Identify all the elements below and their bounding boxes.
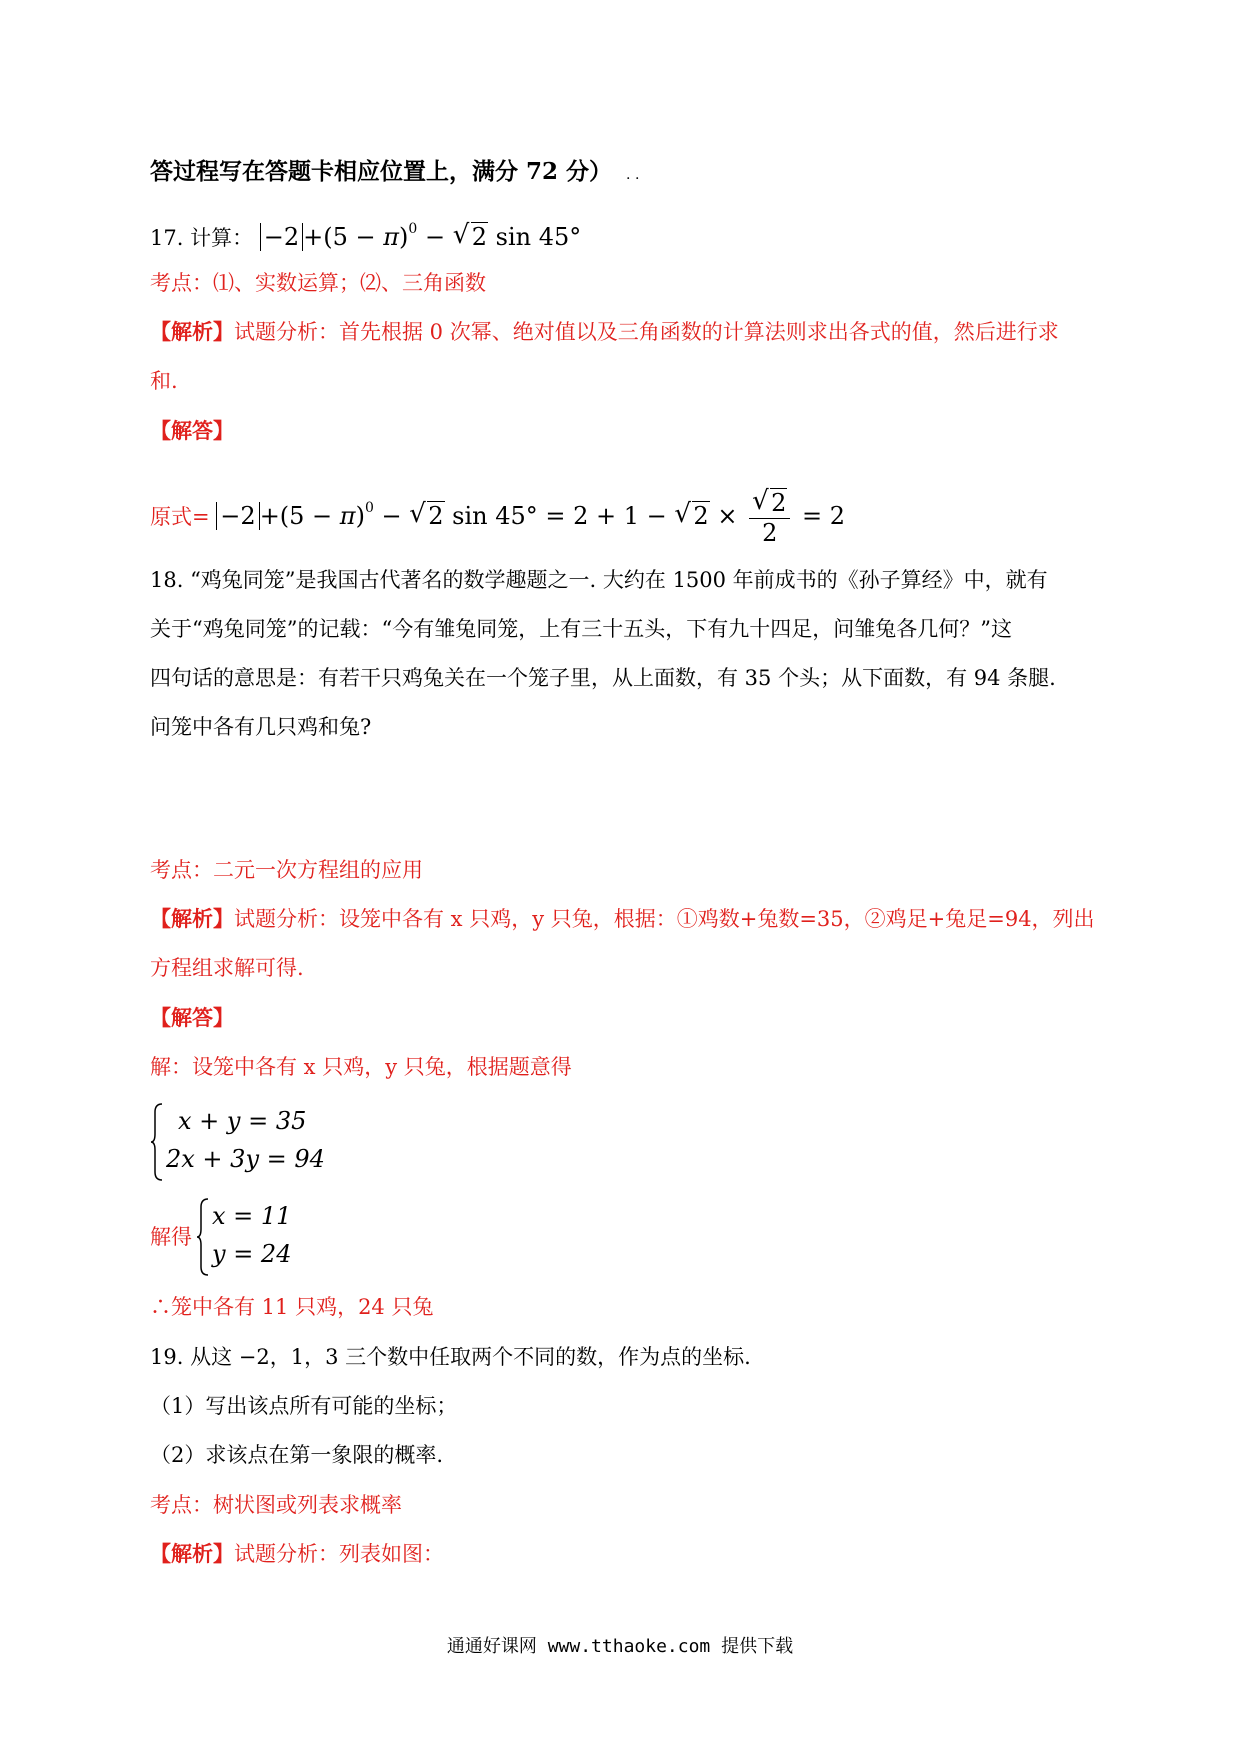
q18-eq1: x + y = 35 [178, 1107, 307, 1135]
q17-jiexi-line2: 和. [150, 369, 178, 393]
q17-kaodian: 考点：⑴、实数运算；⑵、三角函数 [150, 271, 486, 295]
q17-answer-prefix: 原式= [150, 505, 210, 529]
q19-line1: 19. 从这 −2，1，3 三个数中任取两个不同的数，作为点的坐标. [150, 1345, 751, 1369]
q18-sol1: x = 11 [212, 1202, 292, 1230]
q18-conclusion: ∴笼中各有 11 只鸡，24 只兔 [150, 1295, 434, 1319]
q17-jieda-tag: 【解答】 [150, 418, 234, 443]
page-footer: 通通好课网 www.tthaoke.com 提供下载 [446, 1636, 794, 1657]
q17-jiexi-tag: 【解析】 [150, 319, 234, 344]
q18-sol2: y = 24 [212, 1240, 292, 1268]
q17-prefix: 17. 计算： [150, 226, 254, 250]
q17-abs: −2 [260, 223, 303, 251]
q17-problem [150, 214, 581, 253]
q18-jie: 解：设笼中各有 x 只鸡，y 只兔，根据题意得 [150, 1055, 572, 1079]
section-header-text: 答过程写在答题卡相应位置上，满分 72 分） [150, 158, 613, 185]
q18-line4: 问笼中各有几只鸡和兔? [150, 715, 372, 739]
q18-jiede: 解得 [150, 1225, 192, 1249]
q17-answer [150, 478, 845, 547]
q17-answer-expression: $-2 +(5 - \pi)^0$ − √ 2 sin 45° = 2 + 1 − √ 2 × √ 2 2 = 2 [216, 502, 845, 530]
q19-jiexi-line1: 【解析】试题分析：列表如图： [150, 1541, 444, 1566]
q19-kaodian: 考点：树状图或列表求概率 [150, 1493, 402, 1517]
q17-sqrt: √ 2 [452, 220, 487, 251]
q17-jiexi-line1: 【解析】试题分析：首先根据 0 次幂、绝对值以及三角函数的计算法则求出各式的值，然后进行求 [150, 319, 1059, 344]
left-brace-icon [196, 1197, 210, 1277]
q19-line2: （1）写出该点所有可能的坐标； [150, 1394, 458, 1418]
q18-jiexi-line2: 方程组求解可得. [150, 956, 304, 980]
q18-jiexi-line1: 【解析】试题分析：设笼中各有 x 只鸡，y 只兔，根据：①鸡数+兔数=35，②鸡足+兔足=94，列出 [150, 906, 1095, 931]
q18-solution [150, 1197, 450, 1277]
q18-eq2: 2x + 3y = 94 [166, 1145, 325, 1173]
q18-jieda-tag: 【解答】 [150, 1005, 234, 1030]
q18-line2: 关于“鸡兔同笼”的记载：“今有雏兔同笼，上有三十五头，下有九十四足，问雏兔各几何？”这 [150, 617, 1012, 641]
q19-line3: （2）求该点在第一象限的概率. [150, 1443, 444, 1467]
q18-kaodian: 考点：二元一次方程组的应用 [150, 858, 423, 882]
left-brace-icon [150, 1102, 164, 1182]
header-trail: . . [626, 167, 640, 183]
q18-line3: 四句话的意思是：有若干只鸡兔关在一个笼子里，从上面数，有 35 个头；从下面数，有 94 条腿. [150, 666, 1056, 690]
q17-fraction: √ 2 2 [749, 488, 790, 547]
q17-expression: $-2 +(5 - \pi)^0$ − √ 2 sin 45° [260, 223, 581, 251]
section-header [150, 157, 639, 190]
q18-line1: 18. “鸡兔同笼”是我国古代著名的数学趣题之一. 大约在 1500 年前成书的《孙子算经》中，就有 [150, 568, 1048, 592]
